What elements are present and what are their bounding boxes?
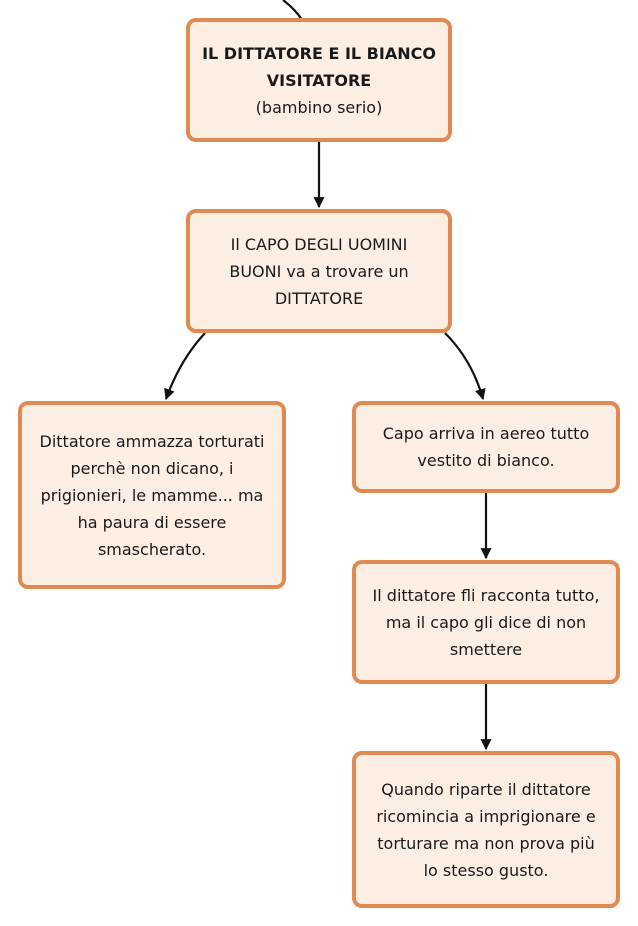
node-racconta bbox=[352, 560, 620, 684]
dittatore-line: smascherato. bbox=[97, 539, 207, 559]
dittatore-line: Dittatore ammazza torturati bbox=[39, 431, 265, 451]
connector-capo-to-arriva bbox=[445, 333, 483, 399]
capo-line: BUONI va a trovare un bbox=[229, 261, 409, 281]
riparte-line: lo stesso gusto. bbox=[423, 860, 549, 880]
connector-capo-to-dittatore bbox=[166, 333, 205, 399]
racconta-line: ma il capo gli dice di non bbox=[385, 612, 587, 632]
node-riparte bbox=[352, 751, 620, 908]
arriva-line: Capo arriva in aereo tutto bbox=[382, 424, 590, 443]
capo-line: Il CAPO DEGLI UOMINI bbox=[230, 234, 408, 254]
root-title-line1: IL DITTATORE E IL BIANCO bbox=[202, 43, 436, 63]
dittatore-line: ha paura di essere bbox=[77, 512, 227, 532]
connector-incoming-top bbox=[283, 0, 302, 20]
arriva-line: vestito di bianco. bbox=[417, 451, 555, 470]
riparte-line: ricomincia a imprigionare e bbox=[376, 806, 596, 826]
node-arriva bbox=[352, 401, 620, 493]
riparte-line: Quando riparte il dittatore bbox=[381, 779, 591, 799]
root-subtitle: (bambino serio) bbox=[255, 97, 383, 117]
dittatore-line: prigionieri, le mamme... ma bbox=[40, 485, 264, 505]
capo-line: DITTATORE bbox=[274, 288, 364, 308]
racconta-line: Il dittatore fli racconta tutto, bbox=[372, 585, 600, 605]
node-dittatore bbox=[18, 401, 286, 589]
node-capo bbox=[186, 209, 452, 333]
riparte-line: torturare ma non prova più bbox=[377, 833, 595, 853]
node-root-title bbox=[186, 18, 452, 142]
dittatore-line: perchè non dicano, i bbox=[70, 458, 234, 478]
root-title-line2: VISITATORE bbox=[266, 70, 372, 90]
racconta-line: smettere bbox=[449, 639, 523, 659]
